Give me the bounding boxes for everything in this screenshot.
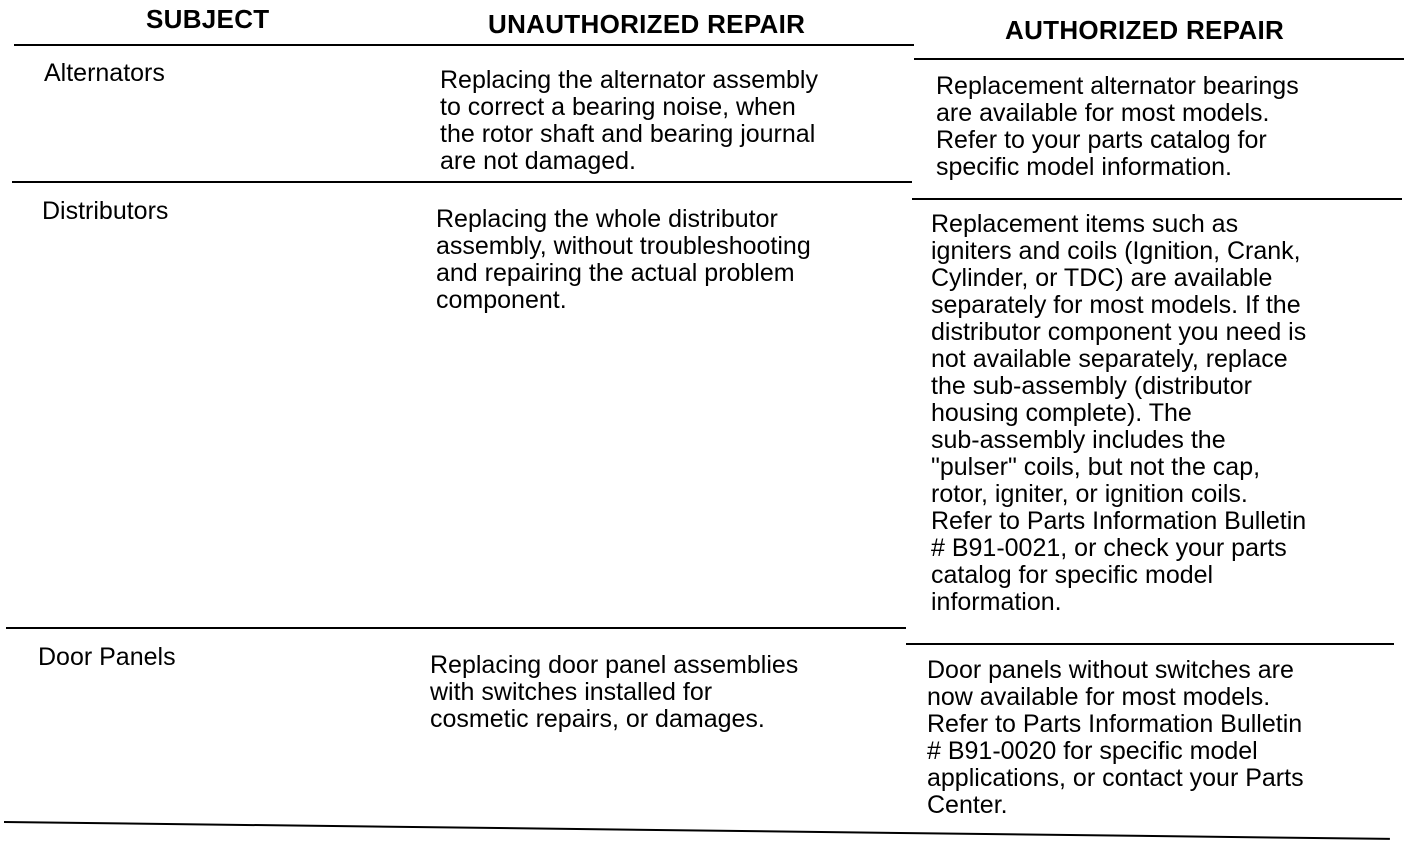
row-unauthorized-alternators: Replacing the alternator assembly to correct a bearing noise, when the rotor shaft and bearing journal are not damaged.: [440, 66, 818, 175]
row-authorized-door-panels: Door panels without switches are now available for most models. Refer to Parts Information Bulletin # B91-0020 for specific model applications, or contact your Parts Center.: [927, 656, 1304, 819]
row-rule-2-left: [6, 627, 906, 629]
row-authorized-distributors: Replacement items such as igniters and coils (Ignition, Crank, Cylinder, or TDC) are available separately for most models. If the distributor component you need is not available separately, replace the sub-assembly (distributor housing complete). The sub-assembly includes the "pulser" coils, but not the cap, rotor, igniter, or ignition coils. Refer to Parts Information Bulletin # B91-0021, or check your parts catalog for specific model information.: [931, 210, 1307, 616]
row-subject-alternators: Alternators: [44, 59, 165, 87]
header-authorized-repair: AUTHORIZED REPAIR: [1005, 15, 1285, 45]
row-rule-1-left: [12, 181, 912, 183]
header-rule-left: [14, 44, 914, 46]
header-subject: SUBJECT: [146, 4, 270, 34]
header-rule-right: [914, 58, 1404, 60]
row-rule-1-right: [912, 198, 1402, 200]
table-bottom-rule: [4, 821, 1390, 840]
row-unauthorized-distributors: Replacing the whole distributor assembly, without troubleshooting and repairing the actual problem component.: [436, 205, 811, 314]
row-rule-2-right: [906, 643, 1394, 645]
row-authorized-alternators: Replacement alternator bearings are available for most models. Refer to your parts catalog for specific model information.: [936, 72, 1299, 181]
header-unauthorized-repair: UNAUTHORIZED REPAIR: [488, 9, 806, 39]
row-subject-distributors: Distributors: [42, 197, 169, 225]
row-subject-door-panels: Door Panels: [38, 643, 176, 671]
row-unauthorized-door-panels: Replacing door panel assemblies with switches installed for cosmetic repairs, or damages.: [430, 651, 799, 733]
